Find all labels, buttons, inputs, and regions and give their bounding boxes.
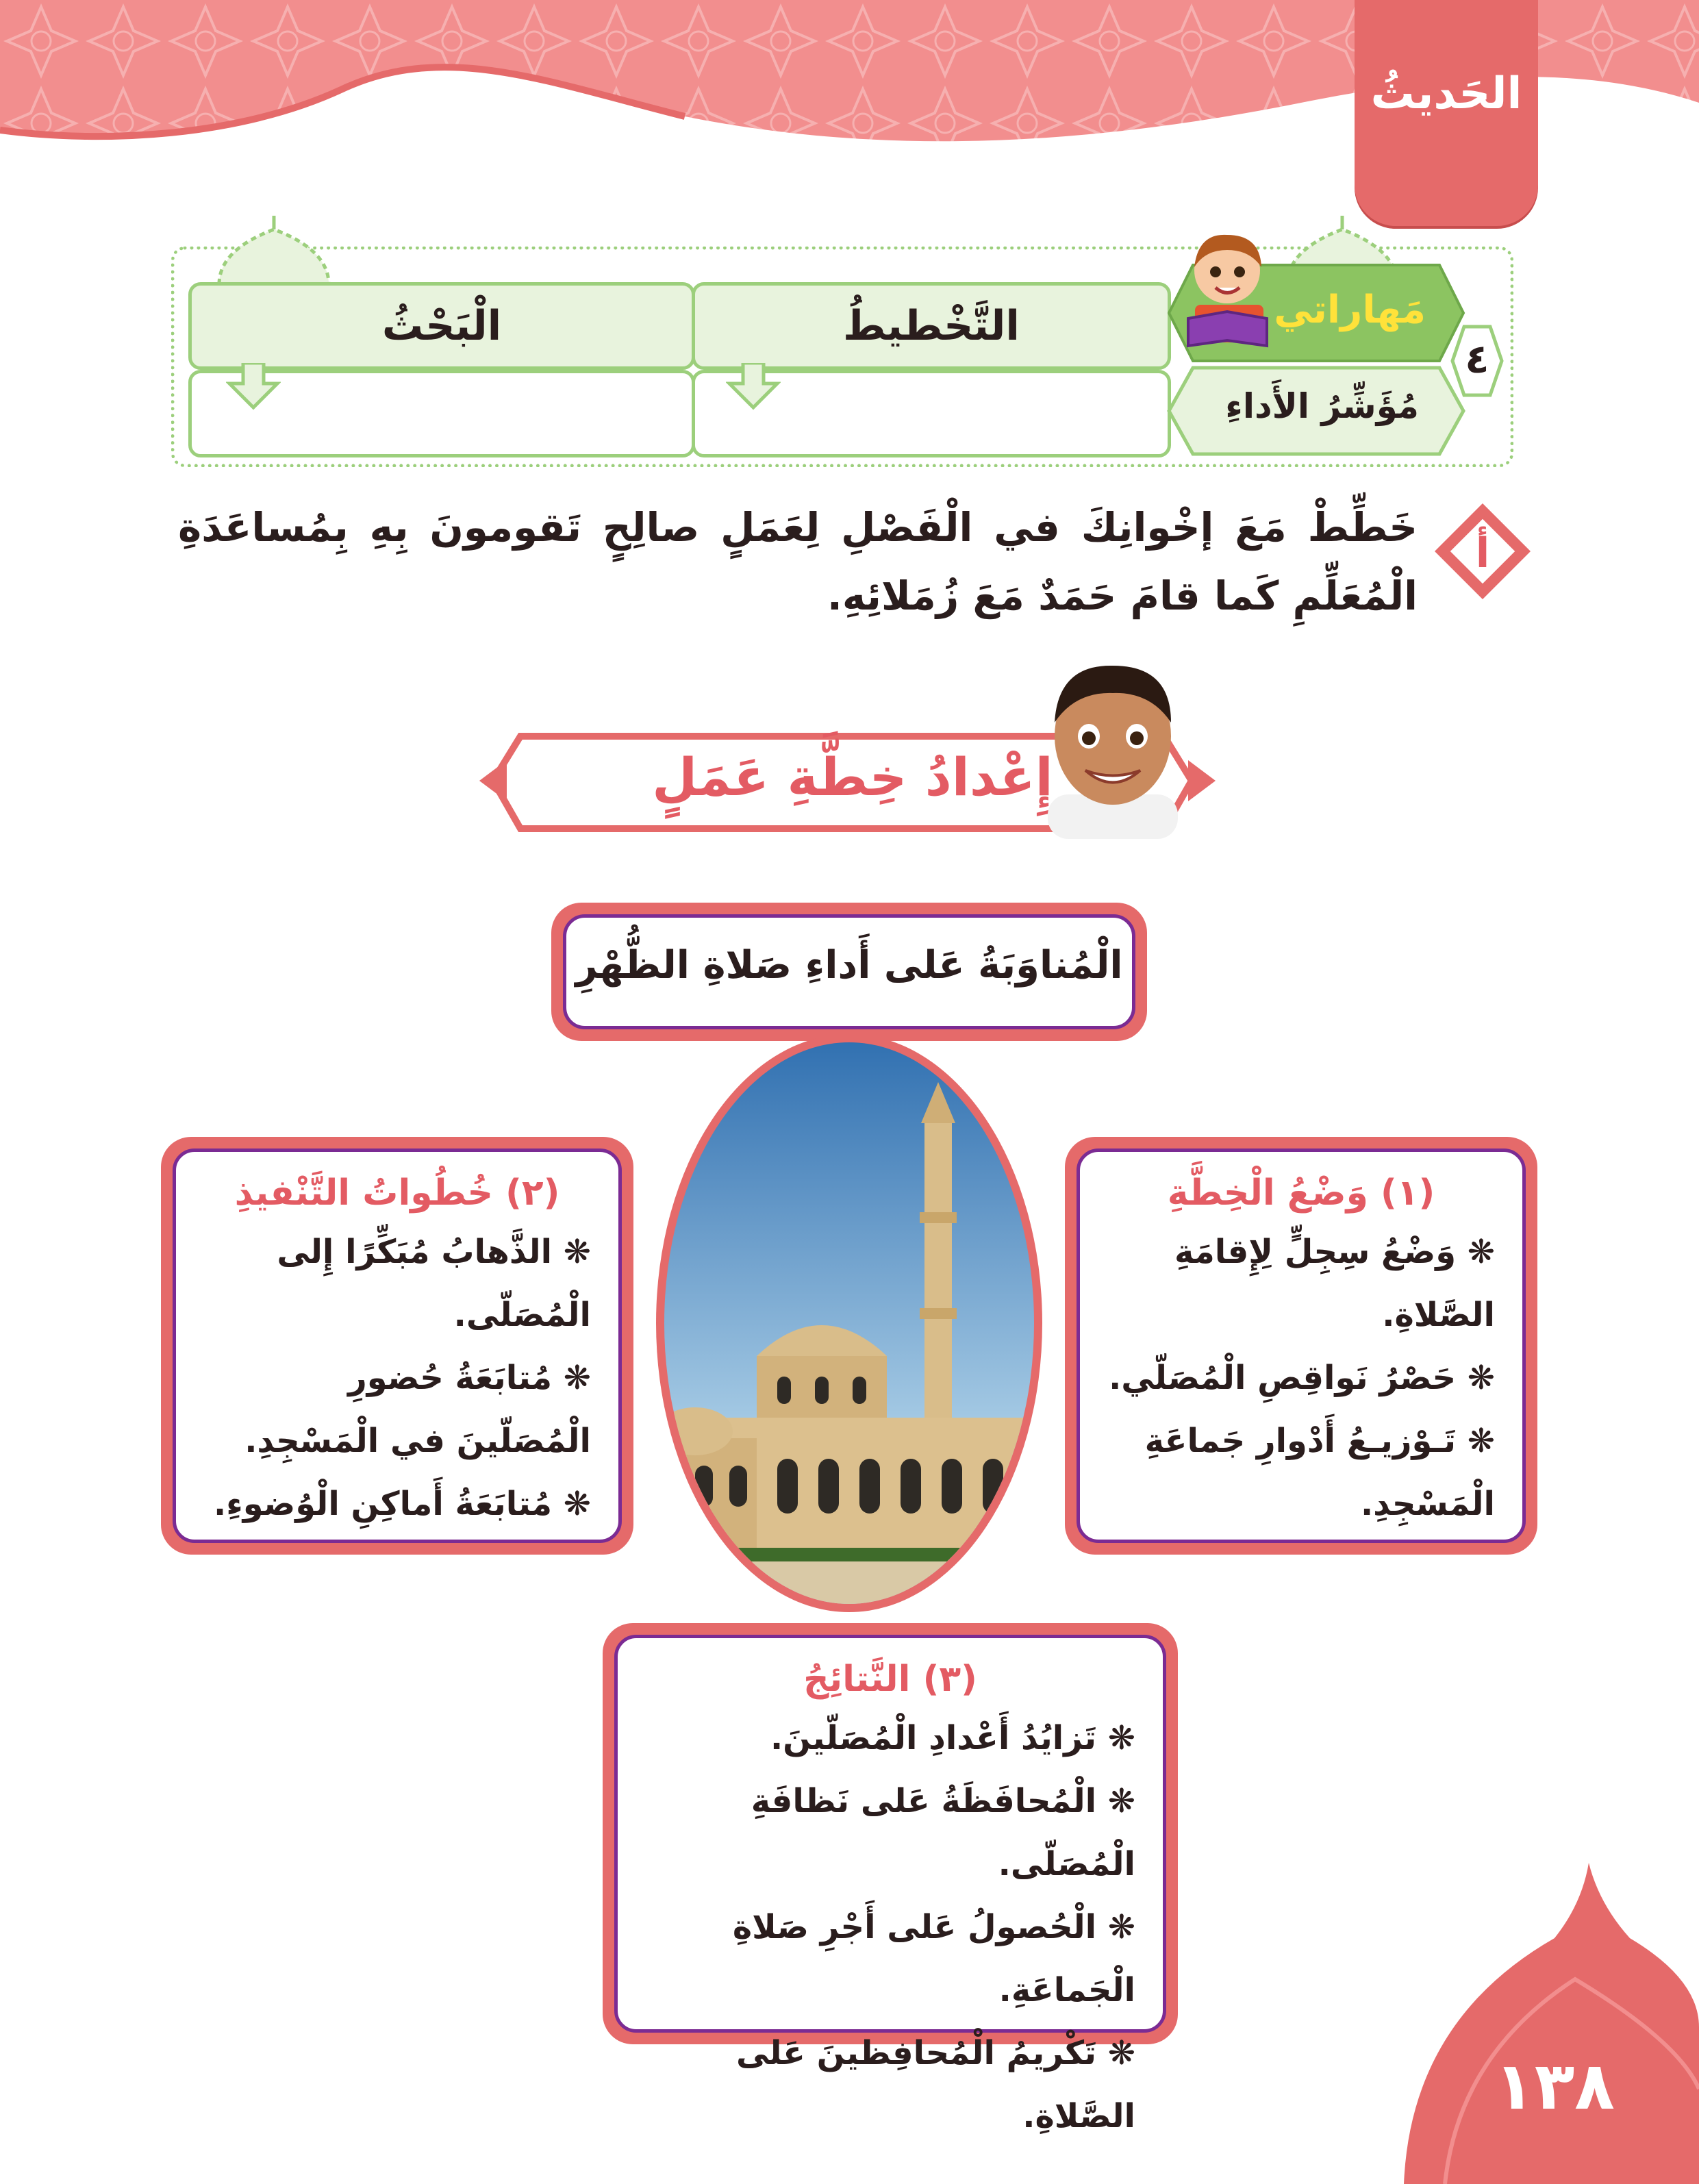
page-number: ١٣٨ <box>1494 2048 1615 2124</box>
question-badge <box>1431 500 1534 603</box>
dome-decoration-left <box>205 216 342 284</box>
plan-box-3-line: ❋ الْمُحافَظَةُ عَلى نَظافَةِ الْمُصَلّى. <box>751 1782 1135 1883</box>
indicator-hexagon <box>1166 364 1467 457</box>
boy-avatar <box>1034 657 1192 839</box>
reading-child-icon <box>1185 229 1274 349</box>
mosque-photo <box>654 1034 1044 1613</box>
section-tab <box>1355 0 1538 226</box>
plan-box-2-line: ❋ مُتابَعَةُ حُضورِ الْمُصَلّينَ في الْمَسْجِدِ. <box>244 1359 591 1460</box>
skill-number-badge <box>1450 323 1504 399</box>
indicator-label: مُؤَشِّرُ الأَداءِ <box>1225 386 1419 426</box>
plan-box-2 <box>173 1149 622 1543</box>
plan-box-3 <box>614 1635 1166 2135</box>
plan-box-2-line: ❋ الذَّهابُ مُبَكِّرًا إِلى الْمُصَلّى. <box>277 1233 591 1334</box>
plan-box-3-title: (٣) النَّتائِجُ <box>803 1659 977 1700</box>
question-text: خَطِّطْ مَعَ إخْوانِكَ في الْفَصْلِ لِعَمَلٍ صالِحٍ تَقومونَ بِهِ بِمُساعَدَةِ الْمُعَلِّمِ كَما قامَ حَمَدٌ مَعَ زُمَلائِهِ. <box>178 504 1418 619</box>
plan-box-3-line: ❋ تَكْريمُ الْمُحافِظينَ عَلى الصَّلاةِ. <box>735 2034 1135 2135</box>
plan-title: إِعْدادُ خِطَّةِ عَمَلٍ <box>652 746 1053 807</box>
page-number-dome <box>1404 1863 1699 2184</box>
plan-box-1-line: ❋ حَصْرُ نَواقِصِ الْمُصَلّي. <box>1109 1359 1495 1397</box>
skill-number: ٤ <box>1465 336 1489 382</box>
plan-box-2-line: ❋ مُتابَعَةُ أَماكِنِ الْوُضوءِ. <box>213 1485 591 1523</box>
plan-box-1-line: ❋ وَضْعُ سِجِلٍّ لِإِقامَةِ الصَّلاةِ. <box>1174 1233 1495 1334</box>
topic-box <box>563 914 1135 1029</box>
plan-box-1-title: (١) وَضْعُ الْخِطَّةِ <box>1167 1172 1435 1214</box>
section-title: الحَديثُ <box>1370 68 1522 119</box>
down-arrow-icon <box>726 363 781 411</box>
plan-box-1 <box>1077 1149 1526 1543</box>
plan-box-3-line: ❋ الْحُصولُ عَلى أَجْرِ صَلاةِ الْجَماعَةِ. <box>732 1908 1135 2009</box>
skill-research-header: الْبَحْثُ <box>188 282 695 370</box>
down-arrow-icon <box>226 363 281 411</box>
question-letter: أ <box>1475 529 1490 577</box>
skills-label: مَهاراتي <box>1274 288 1426 332</box>
plan-box-2-title: (٢) خُطُواتُ التَّنْفيذِ <box>234 1172 560 1214</box>
plan-box-1-line: ❋ تَـوْزيـعُ أَدْوارِ جَماعَةِ الْمَسْجِدِ. <box>1144 1422 1495 1523</box>
skill-planning-header: التَّخْطيطُ <box>692 282 1171 370</box>
topic-text: الْمُناوَبَةُ عَلى أَداءِ صَلاةِ الظُّهْرِ <box>575 943 1123 988</box>
plan-box-3-line: ❋ تَزايُدُ أَعْدادِ الْمُصَلّينَ. <box>770 1719 1135 1757</box>
